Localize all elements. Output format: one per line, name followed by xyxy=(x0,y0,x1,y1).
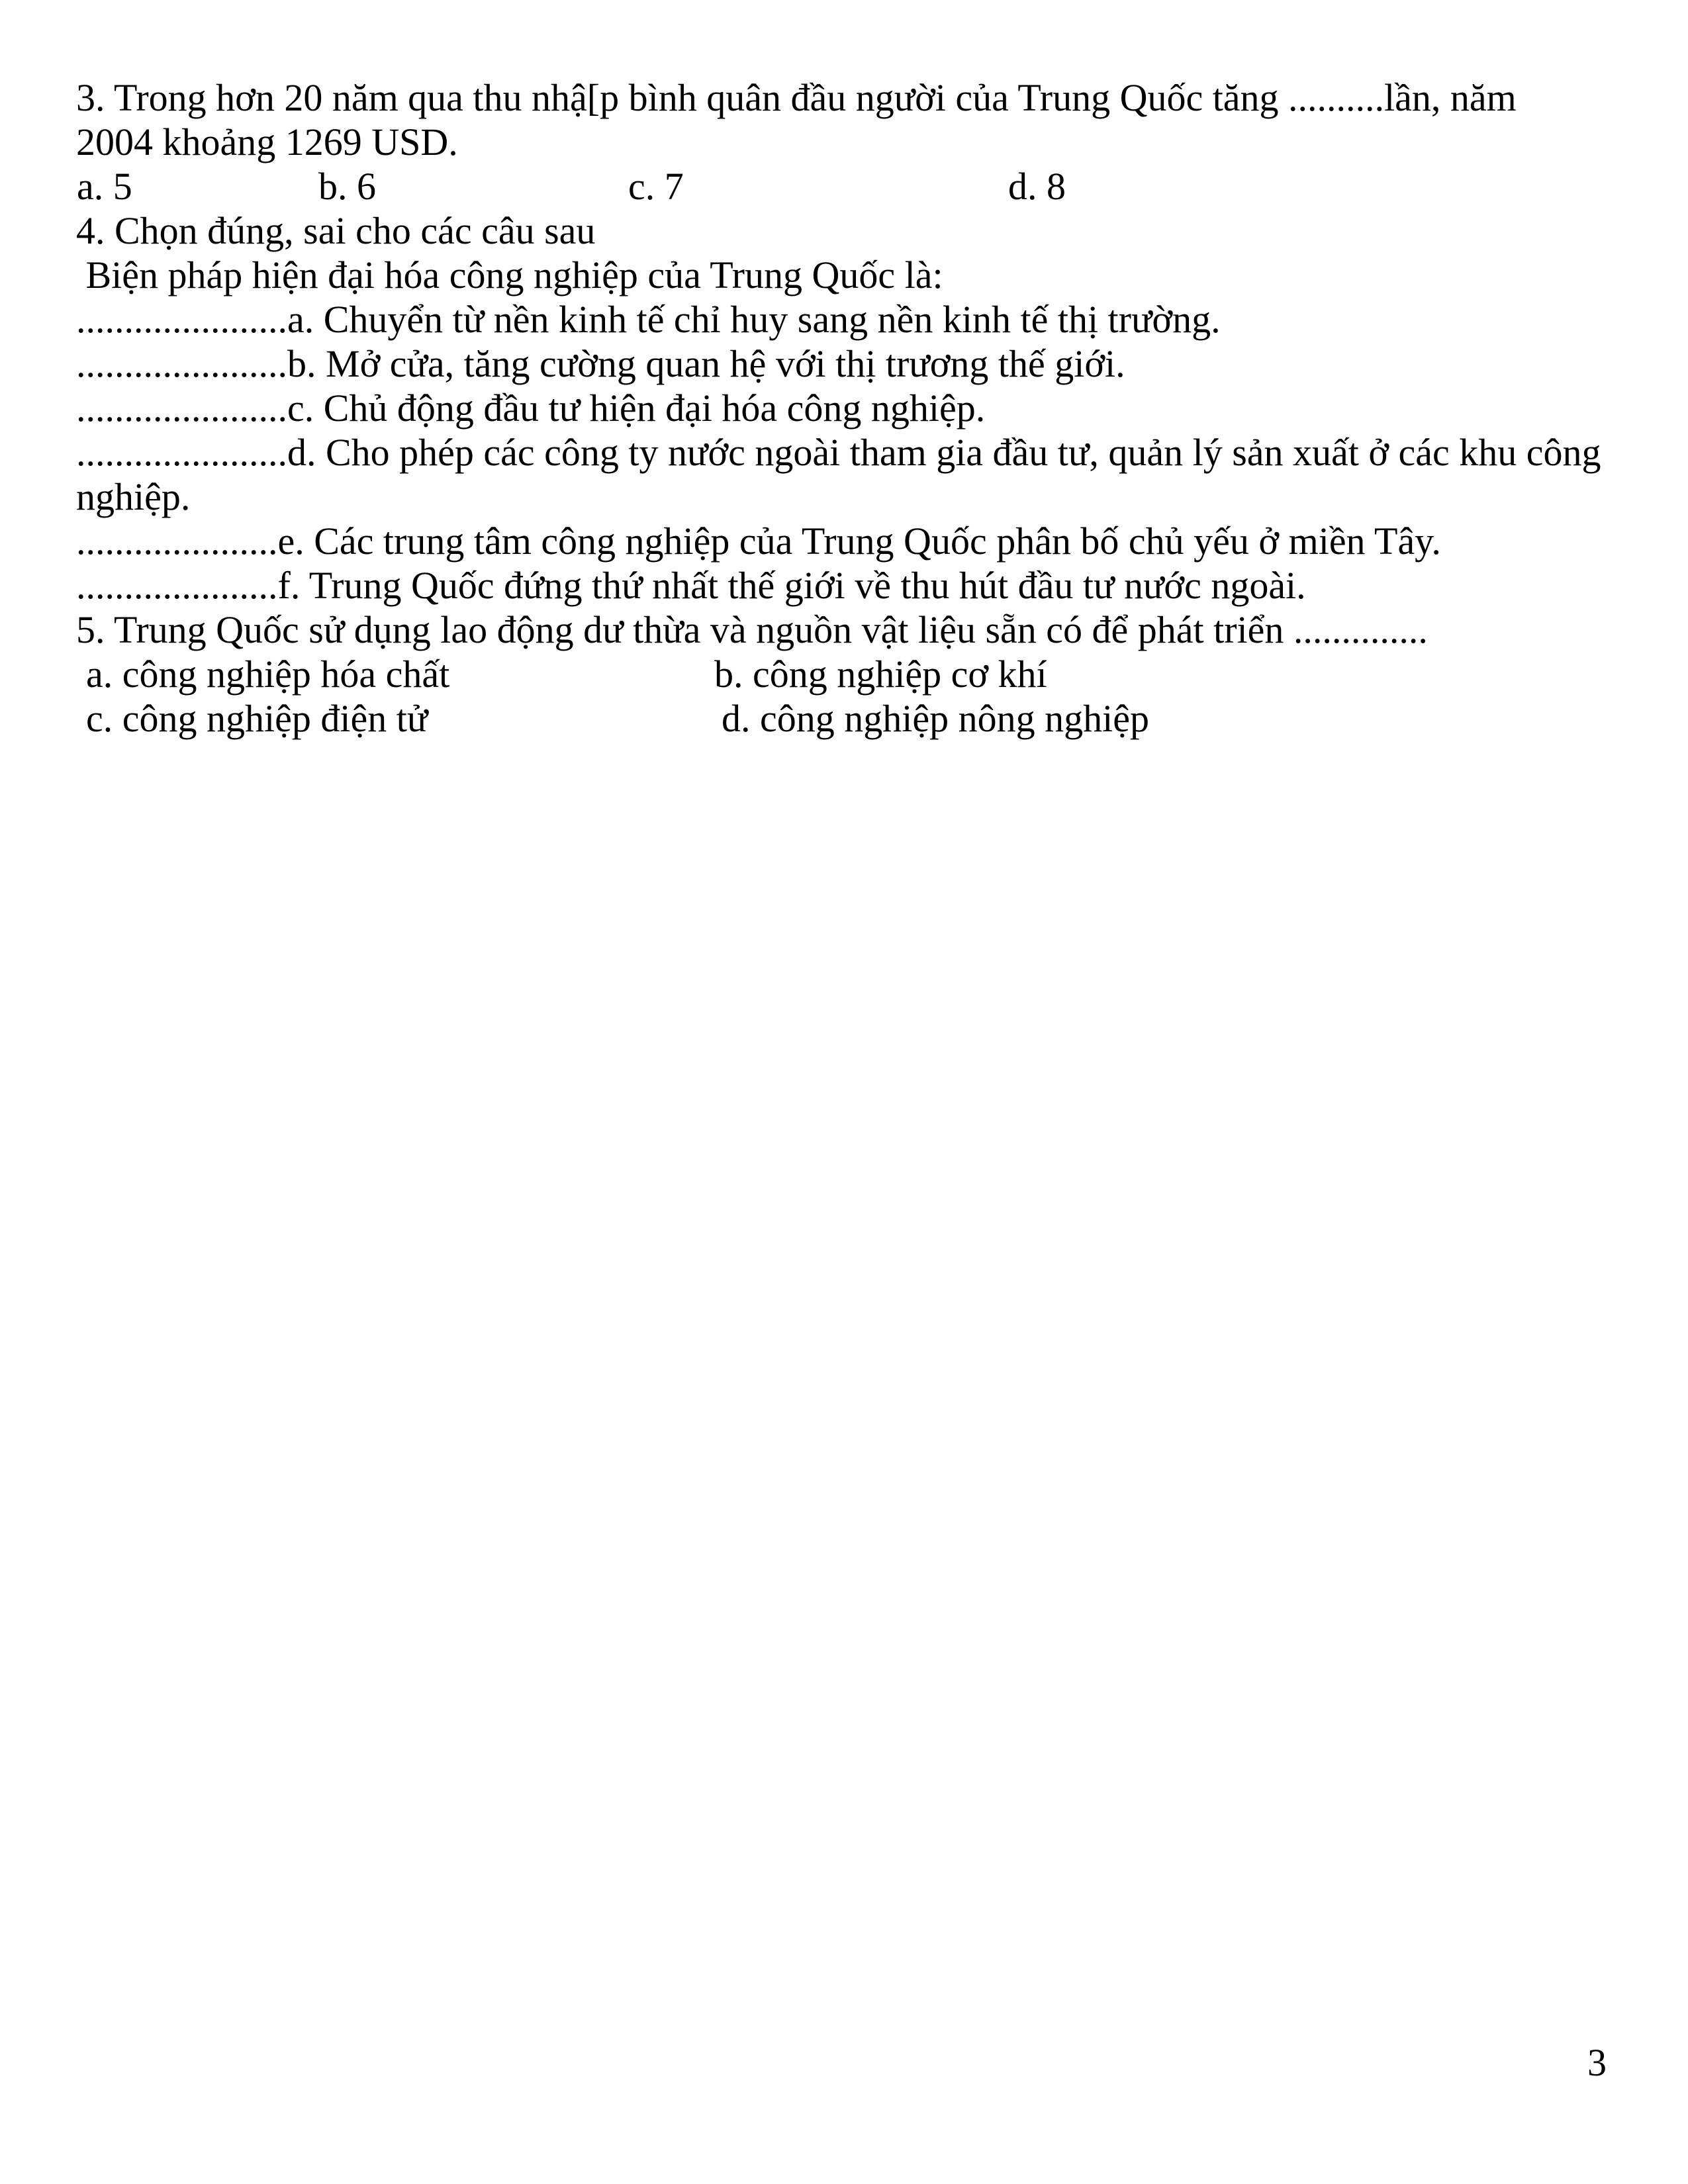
question-4-item-b: ......................b. Mở cửa, tăng cường quan hệ với thị trương thế giới. xyxy=(76,342,1125,385)
question-3-option-d: d. 8 xyxy=(1008,165,1066,208)
question-4-title: 4. Chọn đúng, sai cho các câu sau xyxy=(76,209,596,252)
question-4-intro: Biện pháp hiện đại hóa công nghiệp của Trung Quốc là: xyxy=(76,253,943,296)
page-number: 3 xyxy=(1587,2041,1607,2084)
question-4-item-d-line-2: nghiệp. xyxy=(76,475,191,518)
question-5-options-row-1 xyxy=(0,652,1688,696)
question-3-option-c: c. 7 xyxy=(628,165,684,208)
question-4-item-e: .....................e. Các trung tâm công nghiệp của Trung Quốc phân bố chủ yếu ở miền Tây. xyxy=(76,520,1441,563)
question-5-option-c: c. công nghiệp điện tử xyxy=(86,697,428,740)
question-4-item-d-line-1: ......................d. Cho phép các công ty nước ngoài tham gia đầu tư, quản lý sản xuất ở các khu công xyxy=(76,431,1601,474)
question-3-line-2: 2004 khoảng 1269 USD. xyxy=(76,120,458,163)
question-5-option-d: d. công nghiệp nông nghiệp xyxy=(722,697,1149,740)
question-5-option-a: a. công nghiệp hóa chất xyxy=(86,653,450,696)
question-5-option-b: b. công nghiệp cơ khí xyxy=(714,653,1047,696)
question-4-item-f: .....................f. Trung Quốc đứng thứ nhất thế giới về thu hút đầu tư nước ngoài. xyxy=(76,564,1306,607)
question-3-option-a: a. 5 xyxy=(77,165,132,208)
question-4-item-c: ......................c. Chủ động đầu tư hiện đại hóa công nghiệp. xyxy=(76,387,986,430)
question-3-line-1: 3. Trong hơn 20 năm qua thu nhậ[p bình quân đầu người của Trung Quốc tăng ..........lần, năm xyxy=(76,76,1517,119)
question-5-options-row-2 xyxy=(0,696,1688,741)
question-3-options xyxy=(0,164,1688,208)
question-5-line-1: 5. Trung Quốc sử dụng lao động dư thừa và nguồn vật liệu sẵn có để phát triển .............. xyxy=(76,608,1428,651)
question-text-block xyxy=(0,75,1688,741)
question-3-option-b: b. 6 xyxy=(318,165,376,208)
question-4-item-a: ......................a. Chuyển từ nền kinh tế chỉ huy sang nền kinh tế thị trường. xyxy=(76,298,1221,341)
